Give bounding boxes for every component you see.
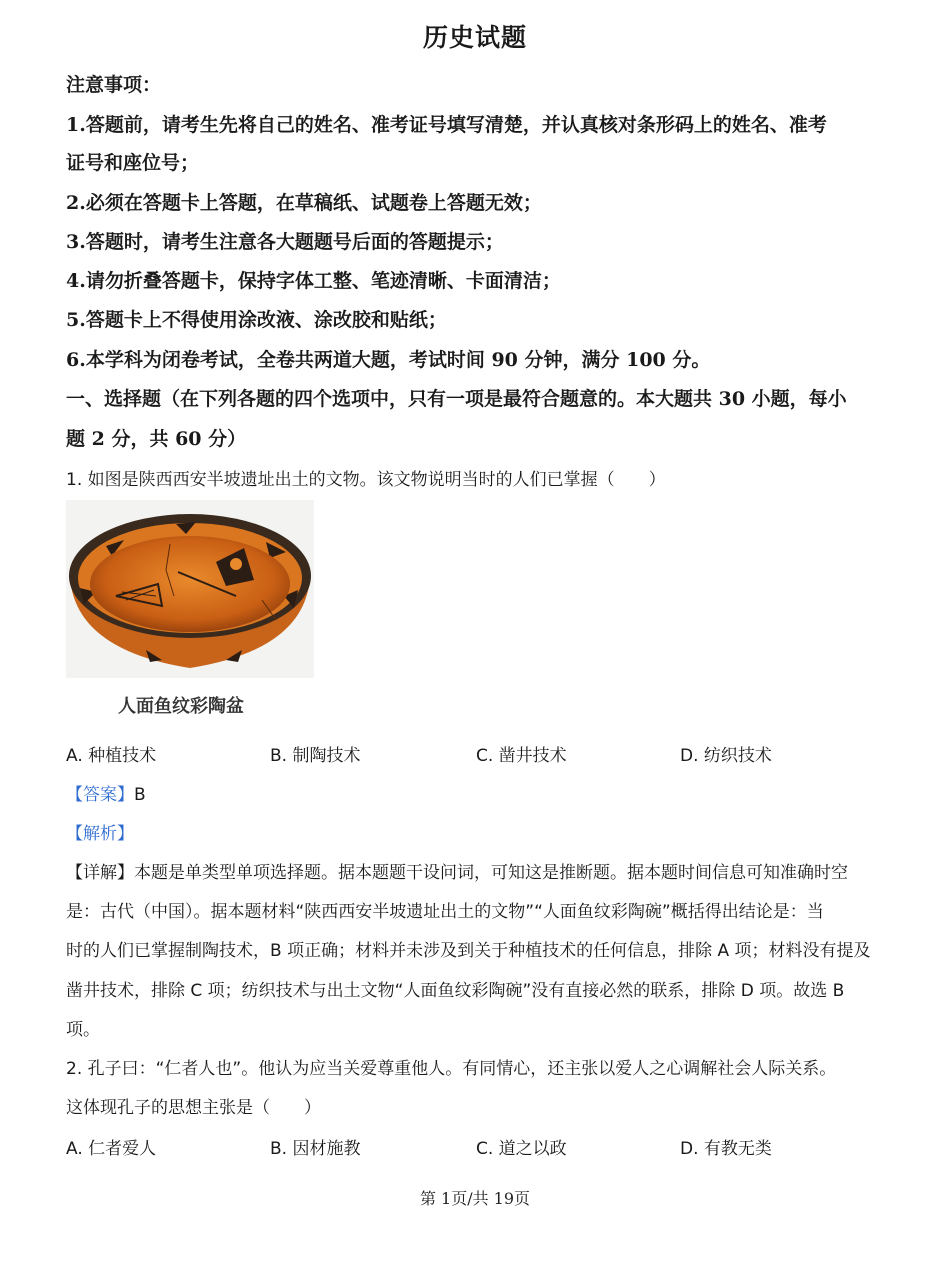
- analysis-label: 【解析】: [66, 824, 134, 844]
- question-2-stem-cont: 这体现孔子的思想主张是（ ）: [66, 1098, 321, 1118]
- page-footer: 第 1页/共 19页: [419, 1189, 531, 1208]
- q1-detail-line: 项。: [66, 1020, 100, 1040]
- q1-detail-line: 【详解】本题是单类型单项选择题。据本题题干设问词，可知这是推断题。据本题时间信息可知准确时空: [66, 863, 848, 883]
- q2-option-c: C. 道之以政: [476, 1139, 567, 1159]
- image-caption: 人面鱼纹彩陶盆: [118, 696, 244, 717]
- question-2-stem: 2. 孔子曰：“仁者人也”。他认为应当关爱尊重他人。有同情心，还主张以爱人之心调解社会人际关系。: [66, 1059, 837, 1079]
- q2-option-b: B. 因材施教: [270, 1139, 361, 1159]
- q1-option-a: A. 种植技术: [66, 746, 157, 766]
- notice-item-1-cont: 证号和座位号；: [66, 152, 200, 174]
- q1-option-b: B. 制陶技术: [270, 746, 361, 766]
- answer-value: B: [134, 785, 146, 805]
- q1-detail-line: 是：古代（中国）。据本题材料“陕西西安半坡遗址出土的文物”“人面鱼纹彩陶碗”概括得出结论是：当: [66, 902, 824, 922]
- notice-item-6: 6.本学科为闭卷考试，全卷共两道大题，考试时间 90 分钟，满分 100 分。: [66, 349, 711, 371]
- section-heading: 一、选择题（在下列各题的四个选项中，只有一项是最符合题意的。本大题共 30 小题，每小: [66, 388, 847, 410]
- q2-option-a: A. 仁者爱人: [66, 1139, 157, 1159]
- q1-detail-line: 凿井技术，排除 C 项；纺织技术与出土文物“人面鱼纹彩陶碗”没有直接必然的联系，排除 D 项。故选 B: [66, 981, 845, 1001]
- notice-item-3: 3.答题时，请考生注意各大题题号后面的答题提示；: [66, 231, 504, 253]
- notice-item-4: 4.请勿折叠答题卡，保持字体工整、笔迹清晰、卡面清洁；: [66, 270, 561, 292]
- q1-answer: [66, 780, 896, 805]
- q1-option-d: D. 纺织技术: [680, 746, 772, 766]
- notice-item-5: 5.答题卡上不得使用涂改液、涂改胶和贴纸；: [66, 309, 447, 331]
- q2-option-d: D. 有教无类: [680, 1139, 772, 1159]
- question-1-stem: 1. 如图是陕西西安半坡遗址出土的文物。该文物说明当时的人们已掌握（ ）: [66, 470, 666, 490]
- answer-label: 【答案】: [66, 785, 134, 805]
- pottery-basin-image: [66, 500, 314, 678]
- q1-option-c: C. 凿井技术: [476, 746, 567, 766]
- page-title: 历史试题: [422, 23, 527, 52]
- section-heading-cont: 题 2 分，共 60 分）: [66, 428, 247, 450]
- notice-item-2: 2.必须在答题卡上答题，在草稿纸、试题卷上答题无效；: [66, 192, 542, 214]
- notice-item-1: 1.答题前，请考生先将自己的姓名、准考证号填写清楚，并认真核对条形码上的姓名、准考: [66, 114, 827, 136]
- notice-heading: 注意事项：: [66, 74, 162, 96]
- q1-detail-line: 时的人们已掌握制陶技术，B 项正确；材料并未涉及到关于种植技术的任何信息，排除 A 项；材料没有提及: [66, 941, 871, 961]
